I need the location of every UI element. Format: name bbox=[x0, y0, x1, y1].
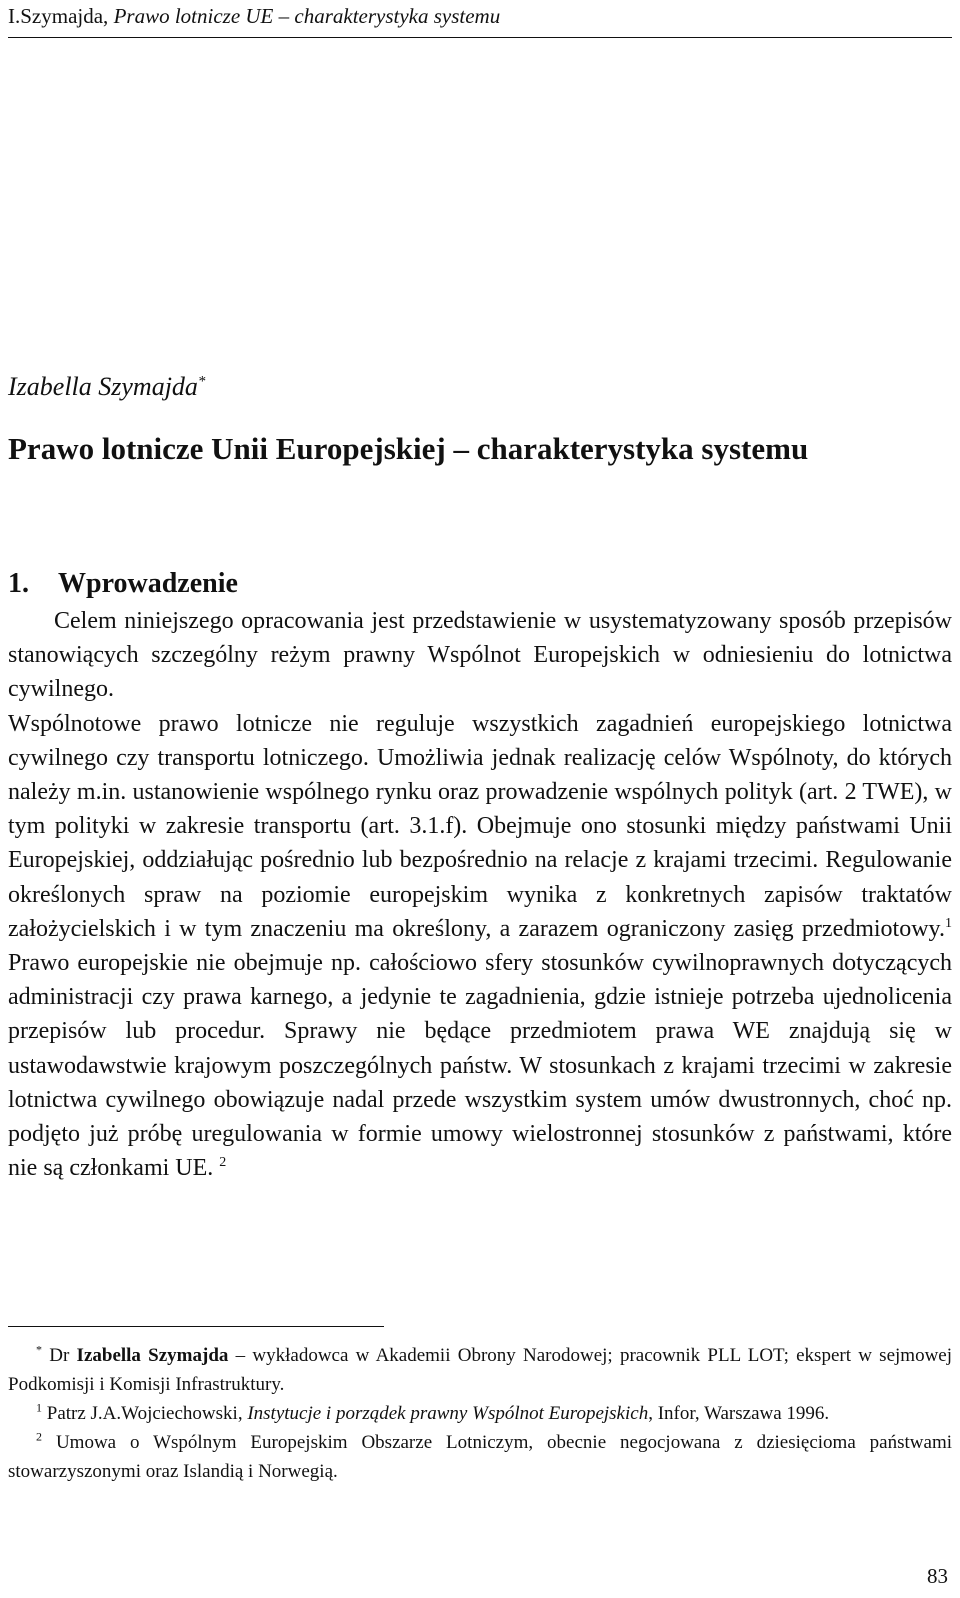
footnote-author-prefix: Dr bbox=[49, 1345, 77, 1366]
body-paragraph-2 bbox=[8, 707, 952, 1186]
footnote-2-marker: 2 bbox=[36, 1429, 42, 1444]
footnote-2 bbox=[8, 1428, 952, 1486]
footnote-2-text: Umowa o Wspólnym Europejskim Obszarze Lotniczym, obecnie negocjowana z dziesięcioma państwami stowarzyszonymi oraz Islandią i Norwegią. bbox=[8, 1432, 953, 1482]
author-footnote-marker: * bbox=[197, 373, 206, 390]
footnote-author-text: – wykładowca w Akademii Obrony Narodowej; pracownik PLL LOT; ekspert w sejmowej Podkomisji i Komisji Infrastruktury. bbox=[8, 1345, 953, 1395]
section-number: 1. bbox=[8, 568, 29, 599]
footnote-ref-2: 2 bbox=[219, 1155, 227, 1171]
body-paragraph-2-part-a: Wspólnotowe prawo lotnicze nie reguluje wszystkich zagadnień europejskiego lotnictwa cywilnego czy transportu lotniczego. Umożliwia jednak realizację celów Wspólnoty, do których należy m.in. ustanowienie wspólnego rynku oraz prowadzenie wspólnych polityk (art. 2 TWE), w tym polityki w zakresie transportu (art. 3.1.f). Obejmuje ono stosunki między państwami Unii Europejskiej, oddziałując pośrednio lub bezpośrednio na relacje z krajami trzecimi. Regulowanie określonych spraw na poziomie europejskim wynika z konkretnych zapisów traktatów założycielskich i w tym znaczeniu ma określony, a zarazem ograniczony zasięg przedmiotowy. bbox=[8, 710, 952, 942]
article-title: Prawo lotnicze Unii Europejskiej – charakterystyka systemu bbox=[8, 431, 809, 466]
footnote-1 bbox=[8, 1399, 952, 1428]
footnote-author bbox=[8, 1341, 952, 1399]
section-title: Wprowadzenie bbox=[58, 568, 238, 599]
body-text bbox=[8, 604, 952, 1185]
page-number: 83 bbox=[927, 1564, 948, 1588]
footnote-author-name: Izabella Szymajda bbox=[76, 1345, 229, 1366]
footnote-1-suffix: , Infor, Warszawa 1996. bbox=[648, 1403, 830, 1424]
footnote-rule bbox=[8, 1326, 384, 1327]
body-paragraph-2-part-b: Prawo europejskie nie obejmuje np. całościowo sfery stosunków cywilnoprawnych dotyczących administracji czy prawa karnego, a jedynie te zagadnienia, gdzie istnieje potrzeba ujednolicenia przepisów lub procedur. Sprawy nie będące przedmiotem prawa WE znajdują się w ustawodawstwie krajowym poszczególnych państw. W stosunkach z krajami trzecimi w zakresie lotnictwa cywilnego obowiązuje nadal przede wszystkim system umów dwustronnych, choć np. podjęto już próbę uregulowania w formie umowy wielostronnej stosunków z państwami, które nie są członkami UE. bbox=[8, 950, 952, 1182]
header-rule bbox=[8, 37, 952, 38]
footnote-1-title: Instytucje i porządek prawny Wspólnot Europejskich bbox=[247, 1403, 649, 1424]
running-header-title: Prawo lotnicze UE – charakterystyka systemu bbox=[113, 4, 501, 28]
footnote-1-prefix: Patrz J.A.Wojciechowski, bbox=[46, 1403, 248, 1424]
footnote-1-marker: 1 bbox=[36, 1400, 42, 1415]
author-name: Izabella Szymajda bbox=[8, 372, 198, 401]
footnotes bbox=[8, 1341, 952, 1486]
running-header bbox=[8, 2, 500, 30]
footnote-author-marker: * bbox=[36, 1342, 42, 1357]
running-header-author: I.Szymajda, bbox=[8, 4, 114, 28]
section-heading bbox=[8, 566, 238, 602]
footnote-ref-1: 1 bbox=[945, 915, 952, 931]
author-line bbox=[8, 370, 205, 404]
body-paragraph-1: Celem niniejszego opracowania jest przedstawienie w usystematyzowany sposób przepisów stanowiących szczególny reżym prawny Wspólnot Europejskich w odniesieniu do lotnictwa cywilnego. bbox=[8, 608, 952, 703]
